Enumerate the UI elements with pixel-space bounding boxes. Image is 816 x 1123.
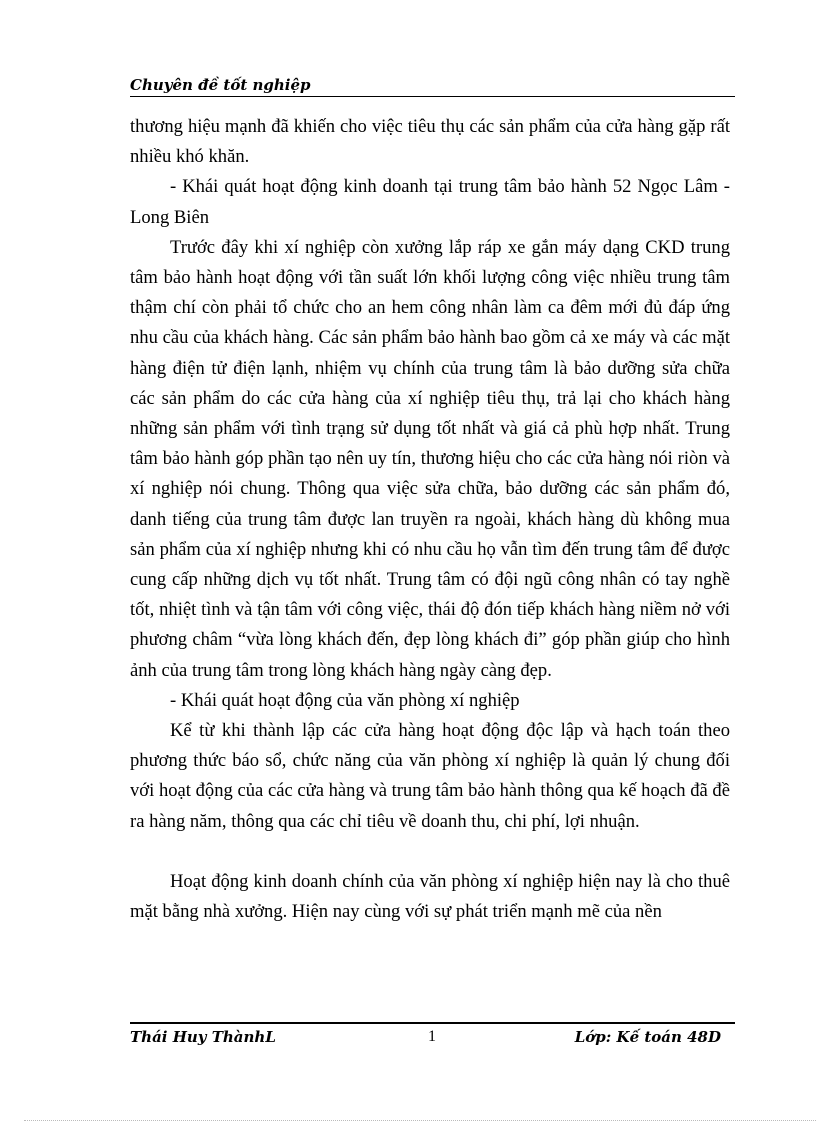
page-header <box>130 76 735 97</box>
page-edge-divider <box>24 1120 816 1121</box>
page-number: 1 <box>428 1028 436 1045</box>
header-title: Chuyên đề tốt nghiệp <box>130 76 311 94</box>
section-heading-service-center: - Khái quát hoạt động kinh doanh tại trung tâm bảo hành 52 Ngọc Lâm - Long Biên <box>130 176 730 228</box>
section-heading-office: - Khái quát hoạt động của văn phòng xí nghiệp <box>170 689 520 711</box>
paragraph-office: Kể từ khi thành lập các cửa hàng hoạt động độc lập và hạch toán theo phương thức báo sổ, chức năng của văn phòng xí nghiệp là quản lý chung đối với hoạt động của các cửa hàng và trung tâm bảo hành thông qua kế hoạch đã đề ra hàng năm, thông qua các chỉ tiêu về doanh thu, chi phí, lợi nhuận. <box>130 720 730 832</box>
footer-author: Thái Huy ThànhL <box>130 1028 276 1046</box>
paragraph-continuation: thương hiệu mạnh đã khiến cho việc tiêu thụ các sản phẩm của cửa hàng gặp rất nhiều khó khăn. <box>130 116 730 168</box>
footer-class-label: Lớp: Kế toán 48D <box>574 1028 721 1046</box>
page-footer <box>130 1022 735 1050</box>
document-body <box>130 112 730 927</box>
paragraph-business: Hoạt động kinh doanh chính của văn phòng xí nghiệp hiện nay là cho thuê mặt bằng nhà xưởng. Hiện nay cùng với sự phát triển mạnh mẽ của nền <box>130 870 730 923</box>
paragraph-service-center: Trước đây khi xí nghiệp còn xưởng lắp ráp xe gắn máy dạng CKD trung tâm bảo hành hoạt động với tần suất lớn khối lượng công việc nhiều trung tâm thậm chí còn phải tổ chức cho an hem công nhân làm ca đêm mới đủ đáp ứng nhu cầu của khách hàng. Các sản phẩm bảo hành bao gồm cả xe máy và các mặt hàng điện tử điện lạnh, nhiệm vụ chính của trung tâm là bảo dưỡng sửa chữa các sản phẩm do các cửa hàng của xí nghiệp tiêu thụ, trả lại cho khách hàng những sản phẩm với tình trạng sử dụng tốt nhất và giá cả phù hợp nhất. Trung tâm bảo hành góp phần tạo nên uy tín, thương hiệu cho các cửa hàng nói riòn và xí nghiệp nói chung. Thông qua việc sửa chữa, bảo dưỡng các sản phẩm đó, danh tiếng của trung tâm được lan truyền ra ngoài, khách hàng dù không mua sản phẩm của xí nghiệp nhưng khi có nhu cầu họ vẫn tìm đến trung tâm để được cung cấp những dịch vụ tốt nhất. Trung tâm có đội ngũ công nhân có tay nghề tốt, nhiệt tình và tận tâm với công việc, thái độ đón tiếp khách hàng niềm nở với phương châm “vừa lòng khách đến, đẹp lòng khách đi” góp phần giúp cho hình ảnh của trung tâm trong lòng khách hàng ngày càng đẹp. <box>130 236 730 681</box>
